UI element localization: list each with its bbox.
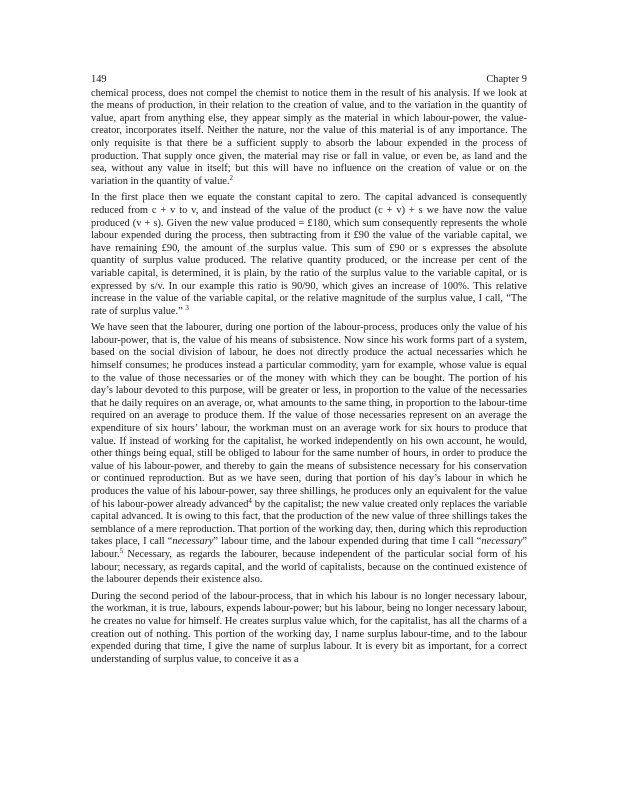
paragraph-text: chemical process, does not compel the chemist to notice them in the result of his analysis. If we look at the means of production, in their relation to the creation of value, and to the variation in the quantity of value, apart from anything else, they appear simply as the material in which labour-power, the value-creator, incorporates itself. Neither the nature, nor the value of this material is of any importance. The only requisite is that there be a sufficient supply to absorb the labour expended in the process of production. That supply once given, the material may rise or fall in value, or even be, as land and the sea, without any value in itself; but this will have no influence on the creation of value or on the variation in the quantity of value. [91,87,527,187]
paragraph-text: During the second period of the labour-process, that in which his labour is no longer necessary labour, the workman, it is true, labours, expends labour-power; but his labour, being no longer necessary labour, he creates no value for himself. He creates surplus value which, for the capitalist, has all the charms of a creation out of nothing. This portion of the working day, I name surplus labour-time, and to the labour expended during that time, I give the name of surplus labour. It is every bit as important, for a correct understanding of surplus value, to conceive it as a [91,590,527,665]
footnote-ref-4[interactable]: 4 [248,496,252,505]
paragraph-4 [91,591,527,667]
footnote-ref-5[interactable]: 5 [119,546,124,555]
page-number: 149 [91,74,107,85]
page-header [91,74,527,87]
paragraph-3 [91,322,527,586]
paragraph-2 [91,192,527,318]
emphasis-necessary: necessary [172,536,214,548]
paragraph-text: ” labour. [91,536,527,560]
paragraph-text: by the capitalist; the new value created only replaces the variable capital advanced. It is owing to this fact, that the production of the new value of three shillings takes the semblance of a mere reproduction. That portion of the working day, then, during which this reproduction takes place, I call “ [91,498,527,548]
chapter-label: Chapter 9 [486,74,527,85]
document-page [91,74,527,670]
emphasis-necessary: necessary [481,536,523,548]
paragraph-1 [91,88,527,189]
footnote-ref-2[interactable]: 2 [229,173,234,182]
paragraph-text: ” labour time, and the labour expended during that time I call “ [213,536,482,548]
paragraph-text: Necessary, as regards the labourer, because independent of the particular social form of his labour; necessary, as regards capital, and the world of capitalists, because on the continued existence of the labourer depends their existence also. [91,548,527,586]
footnote-ref-3[interactable]: 3 [185,303,189,312]
paragraph-text: We have seen that the labourer, during one portion of the labour-process, produces only the value of his labour-power, that is, the value of his means of subsistence. Now since his work forms part of a system, based on the social division of labour, he does not directly produce the actual necessaries which he himself consumes; he produces instead a particular commodity, yarn for example, whose value is equal to the value of those necessaries or of the money with which they can be bought. The portion of his day’s labour devoted to this purpose, will be greater or less, in proportion to the value of the necessaries that he daily requires on an average, or, what amounts to the same thing, in proportion to the labour-time required on an average to produce them. If the value of those necessaries represent on an average the expenditure of six hours’ labour, the workman must on an average work for six hours to produce that value. If instead of working for the capitalist, he worked independently on his own account, he would, other things being equal, still be obliged to labour for the same number of hours, in order to produce the value of his labour-power, and thereby to gain the means of subsistence necessary for his conservation or continued reproduction. But as we have seen, during that portion of his day’s labour in which he produces the value of his labour-power, say three shillings, he produces only an equivalent for the value of his labour-power already advanced [91,322,527,510]
paragraph-text: In the first place then we equate the constant capital to zero. The capital advanced is consequently reduced from c + v to v, and instead of the value of the product (c + v) + s we have now the value produced (v + s). Given the new value produced = £180, which sum consequently represents the whole labour expended during the process, then subtracting from it £90 the value of the variable capital, we have remaining £90, the amount of the surplus value. This sum of £90 or s expresses the absolute quantity of surplus value produced. The relative quantity produced, or the increase per cent of the variable capital, is determined, it is plain, by the ratio of the surplus value to the variable capital, or is expressed by s/v. In our example this ratio is 90/90, which gives an increase of 100%. This relative increase in the value of the variable capital, or the relative magnitude of the surplus value, I call, “The rate of surplus value.” [91,192,527,317]
